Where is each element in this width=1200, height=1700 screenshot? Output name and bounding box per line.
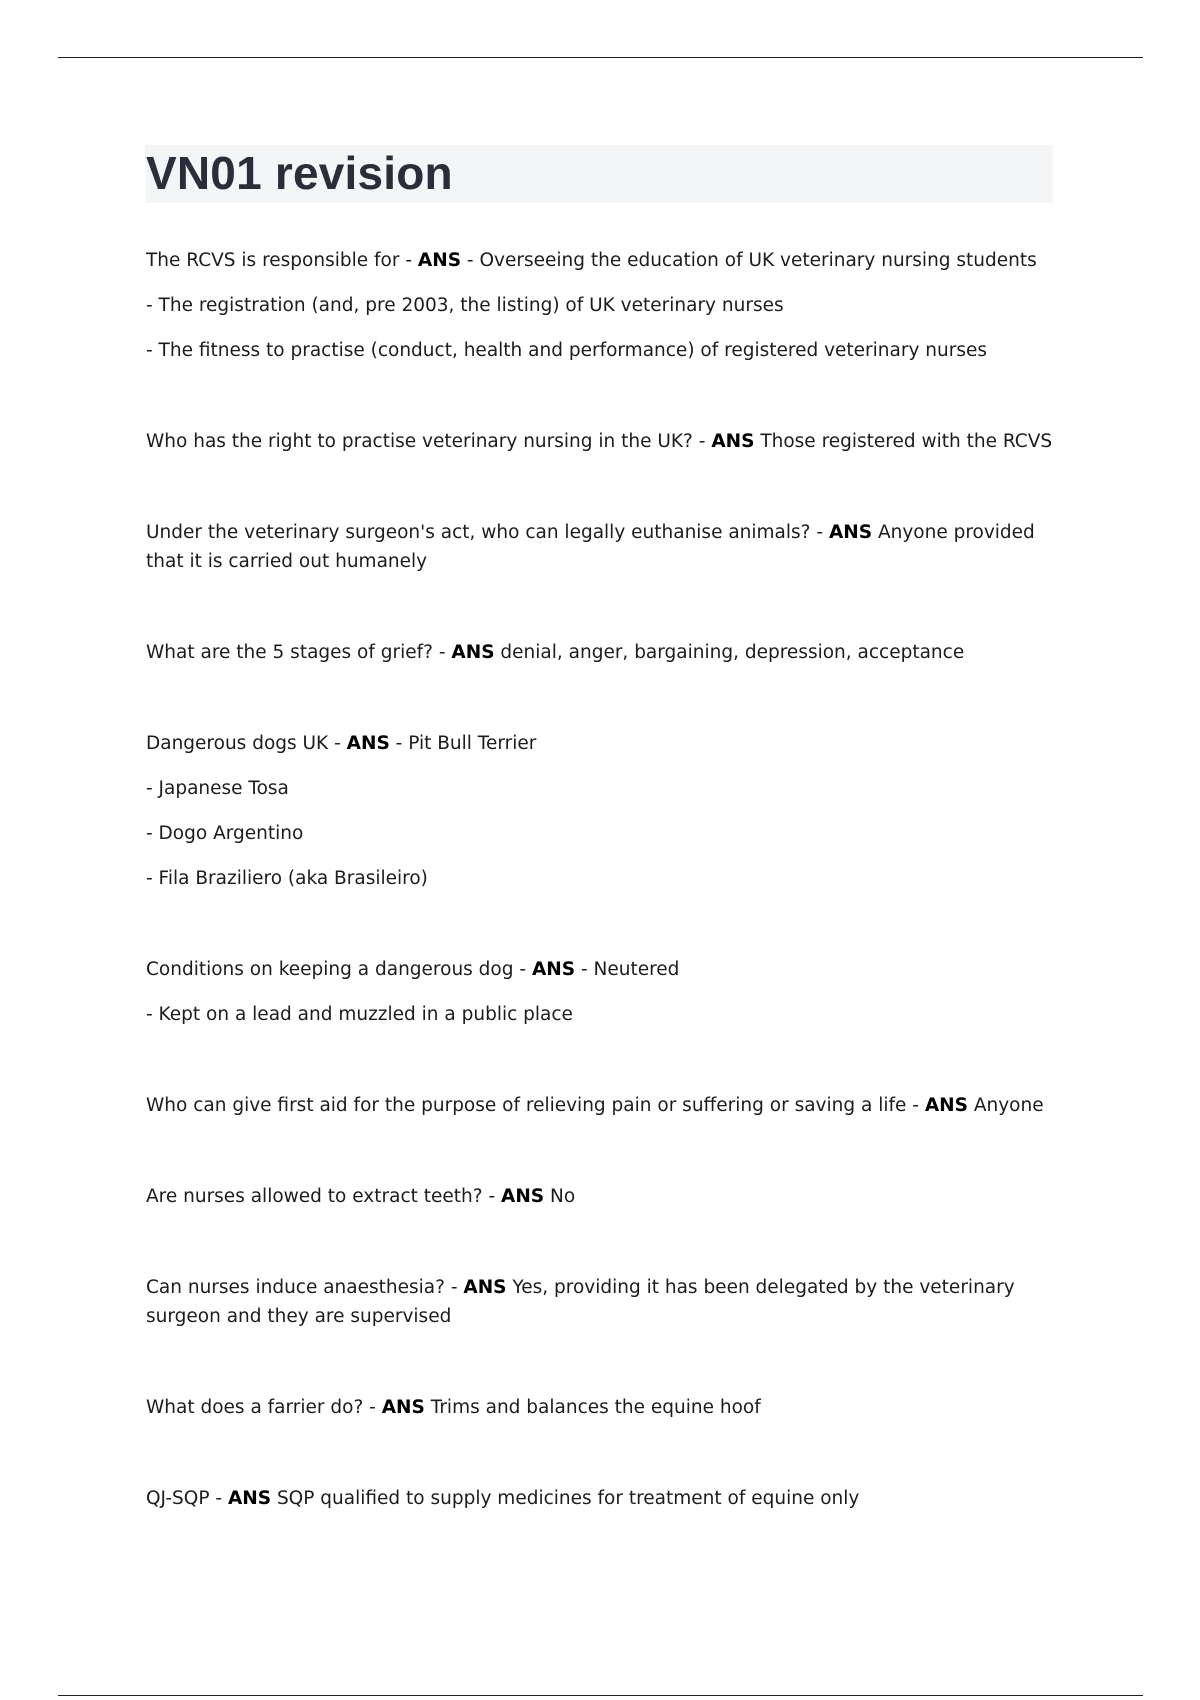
page-title: VN01 revision xyxy=(146,147,453,199)
qa-first-line xyxy=(146,427,1066,456)
qa-item xyxy=(146,427,1066,456)
ans-label: ANS xyxy=(381,1397,425,1418)
ans-label: ANS xyxy=(711,431,755,452)
ans-label: ANS xyxy=(531,959,576,980)
answer-text: - Neutered xyxy=(575,959,680,980)
answer-line: - The registration (and, pre 2003, the listing) of UK veterinary nurses xyxy=(146,295,784,316)
ans-label: ANS xyxy=(346,733,390,754)
question-text: What does a farrier do? - xyxy=(146,1397,382,1418)
question-text: QJ-SQP - xyxy=(146,1488,228,1509)
answer-text: denial, anger, bargaining, depression, acceptance xyxy=(494,642,965,663)
qa-first-line xyxy=(146,729,1066,758)
ans-label: ANS xyxy=(227,1488,272,1509)
answer-line: - Japanese Tosa xyxy=(146,778,289,799)
answer-line: - Kept on a lead and muzzled in a public place xyxy=(146,1004,573,1025)
answer-text: Anyone provided that it is carried out humanely xyxy=(146,522,1035,572)
answer-text: SQP qualified to supply medicines for treatment of equine only xyxy=(271,1488,860,1509)
qa-item xyxy=(146,246,1066,365)
answer-line: - The fitness to practise (conduct, health and performance) of registered veterinary nurses xyxy=(146,340,987,361)
ans-label: ANS xyxy=(417,250,462,271)
qa-item xyxy=(146,518,1066,576)
answer-text: Those registered with the RCVS xyxy=(754,431,1053,452)
question-text: Conditions on keeping a dangerous dog - xyxy=(146,959,532,980)
question-text: Under the veterinary surgeon's act, who can legally euthanise animals? - xyxy=(146,522,829,543)
qa-first-line xyxy=(146,638,1066,667)
qa-item xyxy=(146,1182,1066,1211)
qa-first-line xyxy=(146,1393,1066,1422)
question-text: What are the 5 stages of grief? - xyxy=(146,642,452,663)
qa-item xyxy=(146,1484,1066,1513)
qa-first-line xyxy=(146,518,1066,576)
top-rule xyxy=(58,57,1143,58)
qa-first-line xyxy=(146,1091,1066,1120)
qa-item xyxy=(146,729,1066,893)
qa-first-line xyxy=(146,1484,1066,1513)
qa-item xyxy=(146,1091,1066,1120)
question-text: Can nurses induce anaesthesia? - xyxy=(146,1277,464,1298)
answer-line: - Fila Braziliero (aka Brasileiro) xyxy=(146,868,428,889)
question-text: Dangerous dogs UK - xyxy=(146,733,347,754)
question-text: Who can give first aid for the purpose of relieving pain or suffering or saving a life - xyxy=(146,1095,925,1116)
ans-label: ANS xyxy=(451,642,495,663)
qa-item xyxy=(146,1393,1066,1422)
question-text: Who has the right to practise veterinary nursing in the UK? - xyxy=(146,431,712,452)
qa-item xyxy=(146,638,1066,667)
answer-line: - Dogo Argentino xyxy=(146,823,304,844)
answer-text: Trims and balances the equine hoof xyxy=(424,1397,761,1418)
qa-first-line xyxy=(146,246,1066,275)
ans-label: ANS xyxy=(924,1095,968,1116)
ans-label: ANS xyxy=(828,522,873,543)
question-text: The RCVS is responsible for - xyxy=(146,250,418,271)
answer-text: - Pit Bull Terrier xyxy=(389,733,537,754)
ans-label: ANS xyxy=(501,1186,545,1207)
qa-first-line xyxy=(146,1273,1066,1331)
answer-text: Anyone xyxy=(967,1095,1044,1116)
qa-first-line xyxy=(146,1182,1066,1211)
qa-item xyxy=(146,1273,1066,1331)
question-text: Are nurses allowed to extract teeth? - xyxy=(146,1186,501,1207)
bottom-rule xyxy=(58,1695,1143,1696)
ans-label: ANS xyxy=(463,1277,507,1298)
answer-text: No xyxy=(544,1186,576,1207)
qa-first-line xyxy=(146,955,1066,984)
answer-text: - Overseeing the education of UK veterinary nursing students xyxy=(461,250,1037,271)
qa-item xyxy=(146,955,1066,1029)
qa-list xyxy=(146,246,1066,1575)
answer-text: Yes, providing it has been delegated by the veterinary surgeon and they are supervised xyxy=(146,1277,1015,1327)
